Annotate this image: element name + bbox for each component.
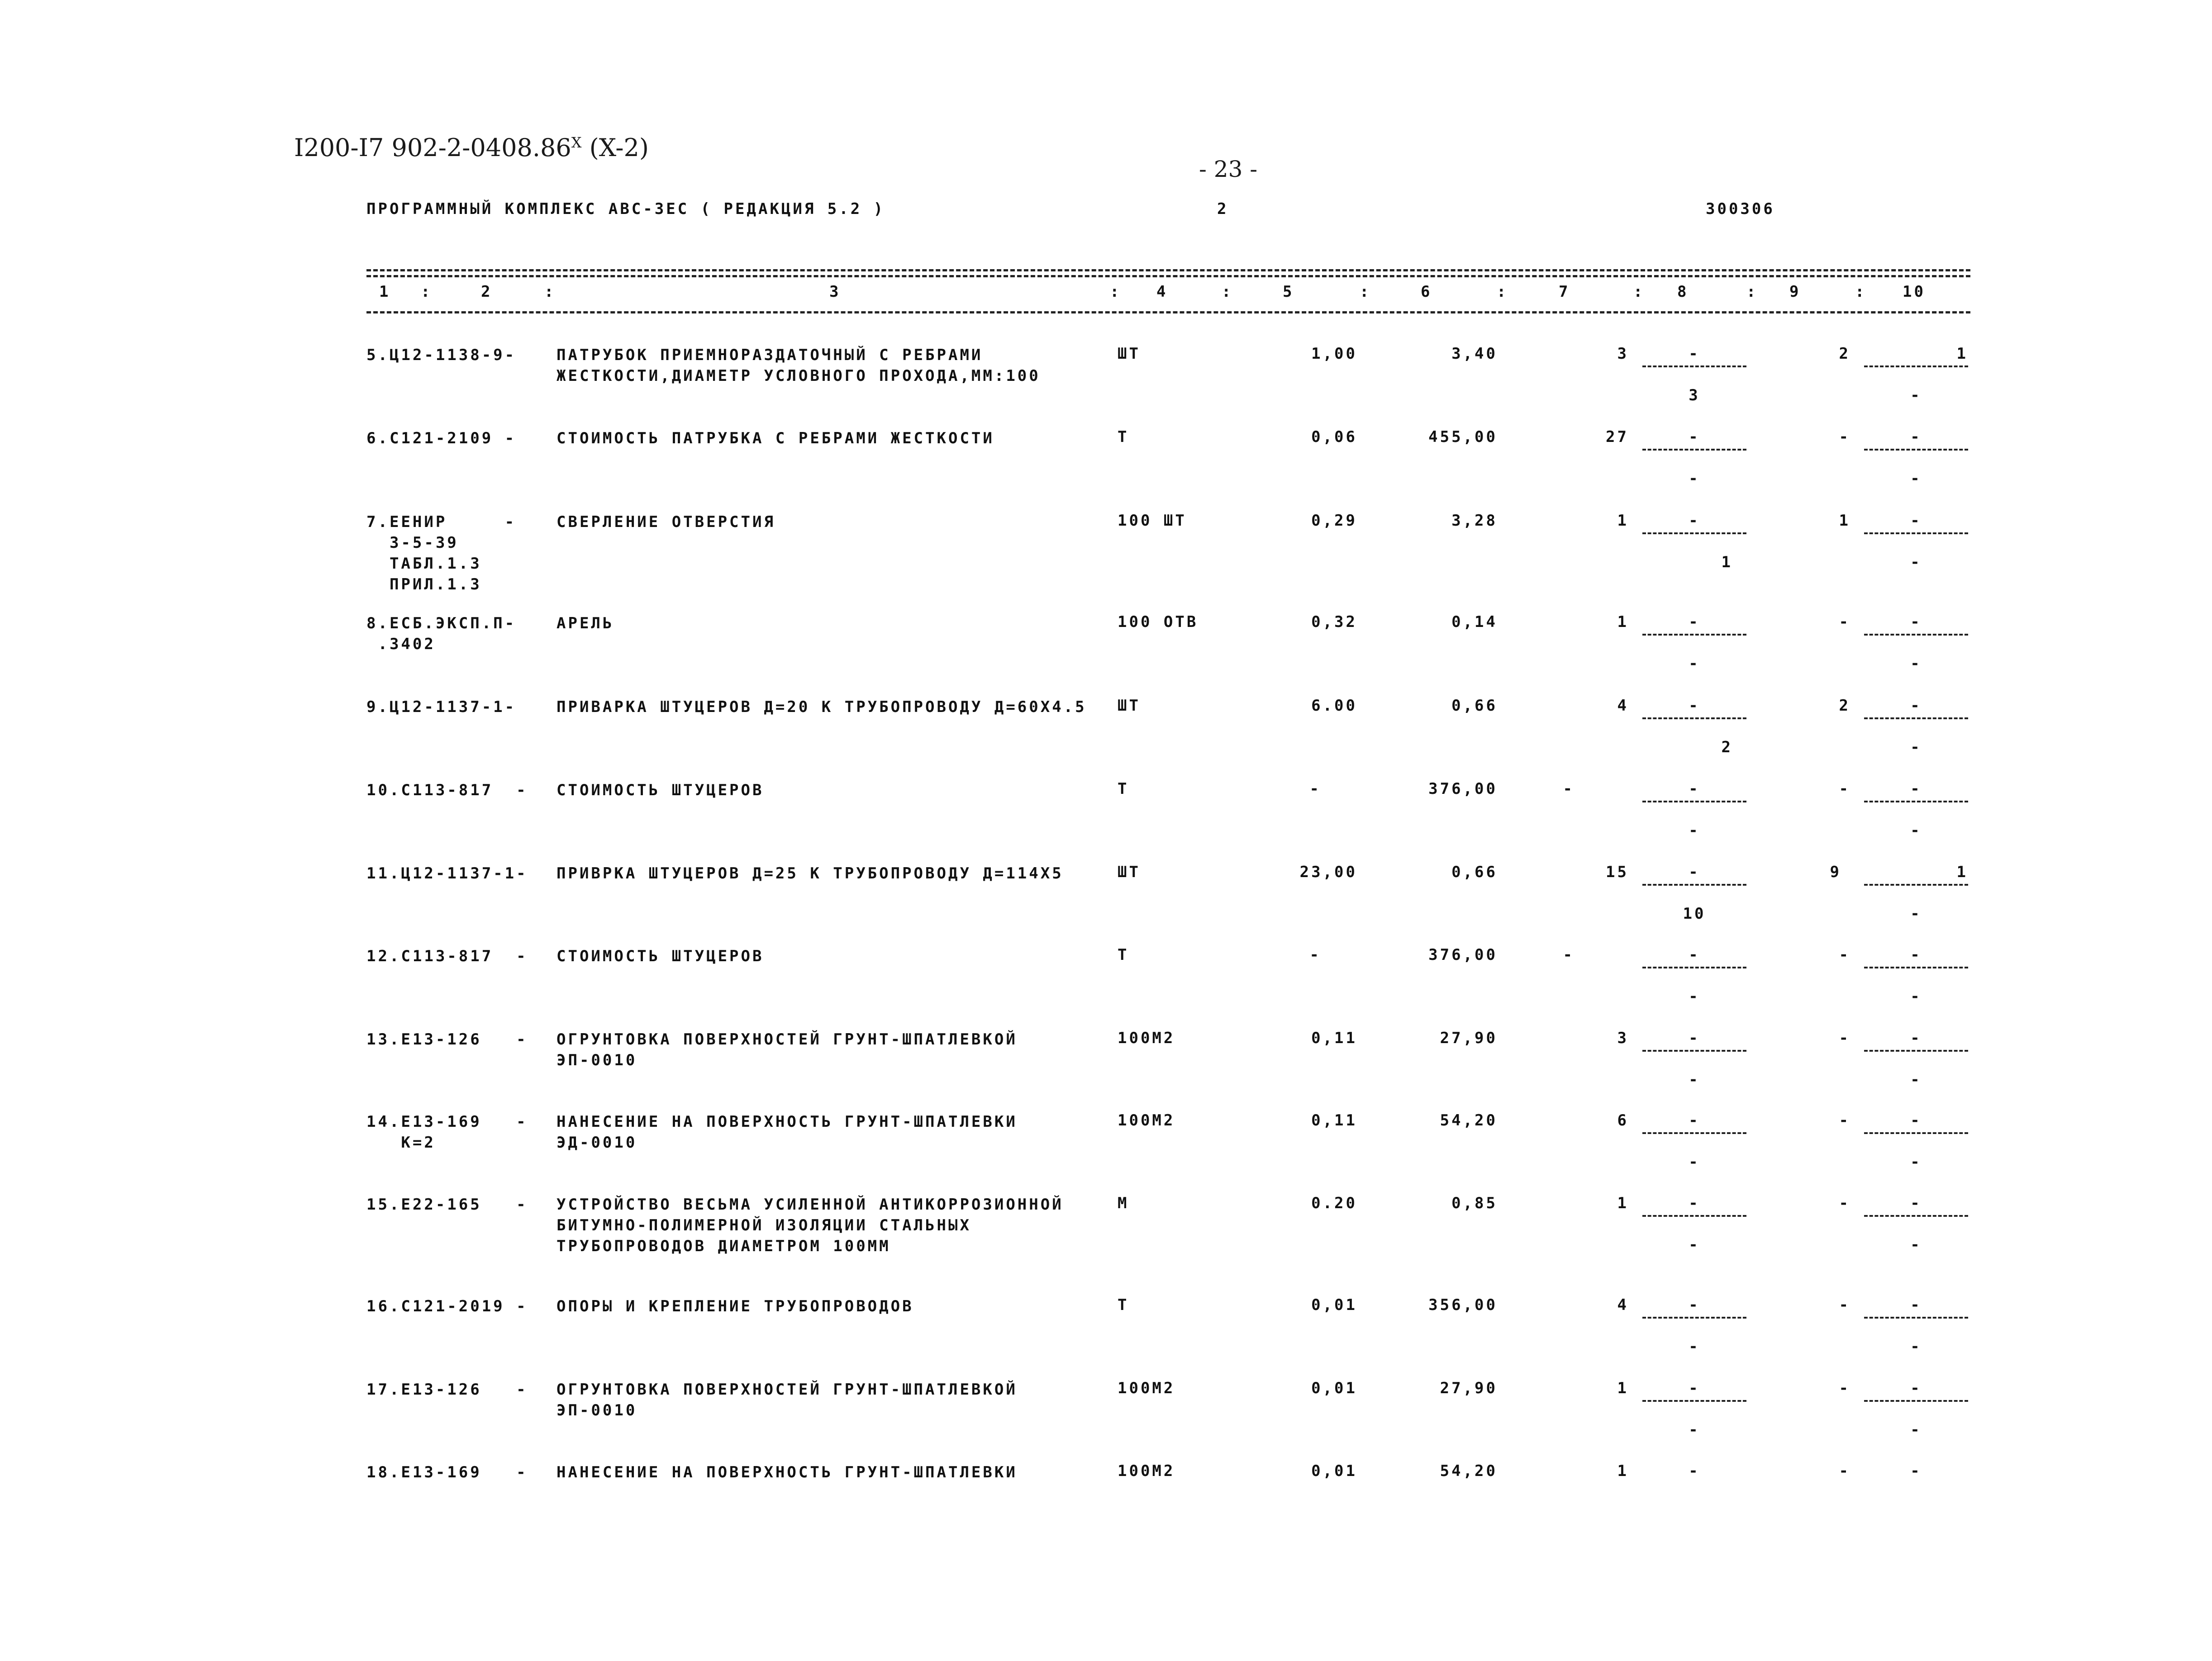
row-quantity: 6.00 [1311, 697, 1357, 715]
row-col8-top: - [1689, 697, 1700, 715]
row-description: ПРИВАРКА ШТУЦЕРОВ Д=20 К ТРУБОПРОВОДУ Д=60Х4.5 [557, 698, 1087, 716]
row-col8-top: - [1689, 946, 1700, 964]
row-col10-top: - [1910, 697, 1922, 715]
row-col9: - [1839, 613, 1850, 631]
row-price: 27,90 [1440, 1379, 1498, 1397]
row-unit: М [1118, 1194, 1129, 1212]
row-col9: - [1839, 1296, 1850, 1314]
row-col7: 1 [1617, 1462, 1629, 1480]
fraction-line [1864, 967, 1968, 968]
row-col8-bottom: - [1689, 987, 1700, 1006]
fraction-line [1864, 532, 1968, 534]
fraction-line [1864, 1317, 1968, 1319]
row-col10-bottom: - [1910, 1153, 1922, 1171]
fraction-line [1642, 801, 1746, 802]
row-col8-bottom: - [1689, 1071, 1700, 1089]
row-col8-bottom: 10 [1683, 905, 1706, 923]
col-2: 2 [481, 283, 493, 301]
row-col10-top: - [1910, 946, 1922, 964]
row-quantity: 0,32 [1311, 613, 1357, 631]
header-rule-top-2 [366, 275, 1970, 277]
row-col9: - [1839, 946, 1850, 964]
row-col8-top: - [1689, 613, 1700, 631]
row-code: 18.Е13-169 - [366, 1463, 528, 1481]
row-price: 0,66 [1451, 863, 1498, 881]
row-price: 376,00 [1428, 946, 1498, 964]
row-col8-bottom: - [1689, 655, 1700, 673]
row-quantity: 23,00 [1299, 863, 1357, 881]
page-number: - 23 - [1199, 156, 1258, 182]
col-sep: : [1497, 283, 1508, 301]
row-unit: ШТ [1118, 863, 1141, 881]
fraction-line [1864, 717, 1968, 719]
row-col9: - [1839, 1379, 1850, 1397]
table-row [0, 512, 2212, 593]
row-code: 16.С121-2019 - [366, 1297, 528, 1315]
row-col8-bottom: 2 [1721, 738, 1733, 756]
row-quantity: 0,06 [1311, 428, 1357, 446]
row-col9: - [1839, 428, 1850, 446]
row-col10-top: 1 [1956, 345, 1968, 363]
row-col7: 4 [1617, 1296, 1629, 1314]
table-row [0, 1194, 2212, 1285]
row-col7: 27 [1606, 428, 1629, 446]
row-description: ОПОРЫ И КРЕПЛЕНИЕ ТРУБОПРОВОДОВ [557, 1297, 914, 1315]
row-quantity: 0,01 [1311, 1462, 1357, 1480]
row-code: 7.ЕЕНИР - 3-5-39 ТАБЛ.1.3 ПРИЛ.1.3 [366, 513, 517, 593]
row-col8-bottom: 3 [1689, 386, 1700, 404]
row-description: НАНЕСЕНИЕ НА ПОВЕРХНОСТЬ ГРУНТ-ШПАТЛЕВКИ [557, 1463, 1018, 1481]
row-quantity: 0,11 [1311, 1029, 1357, 1047]
col-sep: : [1360, 283, 1371, 301]
col-sep: : [544, 283, 556, 301]
row-description: СТОИМОСТЬ ШТУЦЕРОВ [557, 781, 764, 799]
row-unit: Т [1118, 780, 1129, 798]
row-col10-top: - [1910, 613, 1922, 631]
row-price: 455,00 [1428, 428, 1498, 446]
row-col10-top: - [1910, 1379, 1922, 1397]
row-col8-bottom: - [1689, 470, 1700, 488]
fraction-line [1642, 1400, 1746, 1402]
row-col10-bottom: - [1910, 821, 1922, 840]
fraction-line [1642, 967, 1746, 968]
row-col10-bottom: - [1910, 655, 1922, 673]
row-unit: 100М2 [1118, 1462, 1175, 1480]
row-col8-top: - [1689, 1029, 1700, 1047]
row-col9: - [1839, 1029, 1850, 1047]
row-col9: 1 [1839, 512, 1850, 530]
row-quantity: 0,01 [1311, 1379, 1357, 1397]
row-col10-top: - [1910, 1462, 1922, 1480]
row-quantity: 0,29 [1311, 512, 1357, 530]
row-col7: 15 [1606, 863, 1629, 881]
header-rule-top [366, 269, 1970, 271]
document-reference: I200-I7 $902-2-0408.86^X$ (X-2) [294, 133, 649, 162]
row-col10-top: - [1910, 512, 1922, 530]
fraction-line [1864, 1132, 1968, 1134]
fraction-line [1864, 634, 1968, 636]
table-row [0, 697, 2212, 764]
row-code: 17.Е13-126 - [366, 1381, 528, 1399]
fraction-line [1642, 884, 1746, 886]
row-col8-bottom: - [1689, 1338, 1700, 1356]
row-col8-top: - [1689, 1296, 1700, 1314]
table-row [0, 613, 2212, 681]
row-unit: Т [1118, 428, 1129, 446]
col-sep: : [1110, 283, 1122, 301]
fraction-line [1864, 449, 1968, 451]
col-4: 4 [1156, 283, 1168, 301]
table-row [0, 1462, 2212, 1489]
table-row [0, 780, 2212, 848]
fraction-line [1864, 884, 1968, 886]
row-description: УСТРОЙСТВО ВЕСЬМА УСИЛЕННОЙ АНТИКОРРОЗИОННОЙ БИТУМНО-ПОЛИМЕРНОЙ ИЗОЛЯЦИИ СТАЛЬНЫХ ТРУБОПРОВОДОВ ДИАМЕТРОМ 100ММ [557, 1196, 1064, 1255]
col-sep: : [1633, 283, 1645, 301]
col-sep: : [1855, 283, 1867, 301]
row-col7: 4 [1617, 697, 1629, 715]
row-unit: ШТ [1118, 697, 1141, 715]
col-7: 7 [1559, 283, 1570, 301]
row-col9: - [1839, 780, 1850, 798]
row-quantity: 0.20 [1311, 1194, 1357, 1212]
header-rule-bottom [366, 311, 1970, 313]
fraction-line [1642, 1050, 1746, 1052]
fraction-line [1642, 365, 1746, 367]
row-col9: 2 [1839, 697, 1850, 715]
row-col10-bottom: - [1910, 987, 1922, 1006]
row-price: 3,28 [1451, 512, 1498, 530]
fraction-line [1642, 1132, 1746, 1134]
document-code: 300306 [1706, 200, 1775, 218]
row-unit: Т [1118, 1296, 1129, 1314]
row-description: АРЕЛЬ [557, 614, 614, 632]
row-col10-bottom: - [1910, 905, 1922, 923]
row-col7: 1 [1617, 1194, 1629, 1212]
row-col8-top: - [1689, 1194, 1700, 1212]
row-col8-top: - [1689, 1379, 1700, 1397]
row-price: 376,00 [1428, 780, 1498, 798]
row-code: 6.С121-2109 - [366, 429, 517, 447]
row-code: 13.Е13-126 - [366, 1030, 528, 1049]
row-col10-bottom: - [1910, 1421, 1922, 1439]
row-col9: 9 [1830, 863, 1841, 881]
row-code: 5.Ц12-1138-9- [366, 346, 517, 364]
row-description: НАНЕСЕНИЕ НА ПОВЕРХНОСТЬ ГРУНТ-ШПАТЛЕВКИ ЭД-0010 [557, 1113, 1018, 1152]
col-1: 1 [379, 283, 391, 301]
row-col8-top: - [1689, 780, 1700, 798]
row-price: 0,85 [1451, 1194, 1498, 1212]
row-unit: 100 ОТВ [1118, 613, 1199, 631]
row-quantity: 0,11 [1311, 1111, 1357, 1129]
row-quantity: 1,00 [1311, 345, 1357, 363]
row-code: 10.С113-817 - [366, 781, 528, 799]
row-col9: - [1839, 1194, 1850, 1212]
fraction-line [1642, 449, 1746, 451]
col-8: 8 [1677, 283, 1689, 301]
row-unit: 100М2 [1118, 1029, 1175, 1047]
row-col8-top: - [1689, 863, 1700, 881]
col-6: 6 [1421, 283, 1432, 301]
row-col8-top: - [1689, 345, 1700, 363]
fraction-line [1642, 634, 1746, 636]
row-col7: 1 [1617, 613, 1629, 631]
row-price: 356,00 [1428, 1296, 1498, 1314]
row-col10-bottom: - [1910, 553, 1922, 571]
row-col8-bottom: - [1689, 1153, 1700, 1171]
row-col8-bottom: - [1689, 1236, 1700, 1254]
row-col8-top: - [1689, 1111, 1700, 1129]
row-price: 0,66 [1451, 697, 1498, 715]
fraction-line [1864, 1400, 1968, 1402]
row-description: ПРИВРКА ШТУЦЕРОВ Д=25 К ТРУБОПРОВОДУ Д=114Х5 [557, 864, 1064, 883]
row-col7: 1 [1617, 512, 1629, 530]
row-description: СТОИМОСТЬ ПАТРУБКА С РЕБРАМИ ЖЕСТКОСТИ [557, 429, 994, 447]
row-col10-bottom: - [1910, 386, 1922, 404]
row-col9: - [1839, 1462, 1850, 1480]
row-description: ОГРУНТОВКА ПОВЕРХНОСТЕЙ ГРУНТ-ШПАТЛЕВКОЙ ЭП-0010 [557, 1030, 1018, 1069]
row-col7: 3 [1617, 1029, 1629, 1047]
program-title: ПРОГРАММНЫЙ КОМПЛЕКС АВС-ЗЕС ( РЕДАКЦИЯ 5.2 ) [366, 200, 885, 218]
row-quantity: - [1309, 780, 1321, 798]
row-unit: 100М2 [1118, 1379, 1175, 1397]
row-unit: ШТ [1118, 345, 1141, 363]
col-3: 3 [829, 283, 841, 301]
row-col10-bottom: - [1910, 1338, 1922, 1356]
row-col10-top: - [1910, 1194, 1922, 1212]
col-5: 5 [1283, 283, 1294, 301]
row-col10-top: - [1910, 428, 1922, 446]
row-col8-top: - [1689, 428, 1700, 446]
fraction-line [1864, 1215, 1968, 1217]
fraction-line [1864, 801, 1968, 802]
row-code: 11.Ц12-1137-1- [366, 864, 528, 883]
row-col8-bottom: - [1689, 1421, 1700, 1439]
row-code: 8.ЕСБ.ЭКСП.П- .3402 [366, 614, 517, 653]
row-price: 54,20 [1440, 1111, 1498, 1129]
row-col10-top: - [1910, 1029, 1922, 1047]
row-price: 27,90 [1440, 1029, 1498, 1047]
row-col10-top: 1 [1956, 863, 1968, 881]
row-description: ОГРУНТОВКА ПОВЕРХНОСТЕЙ ГРУНТ-ШПАТЛЕВКОЙ ЭП-0010 [557, 1381, 1018, 1419]
fraction-line [1864, 365, 1968, 367]
row-col8-bottom: - [1689, 821, 1700, 840]
row-quantity: - [1309, 946, 1321, 964]
col-9: 9 [1789, 283, 1801, 301]
row-col10-top: - [1910, 780, 1922, 798]
row-description: ПАТРУБОК ПРИЕМНОРАЗДАТОЧНЫЙ С РЕБРАМИ ЖЕСТКОСТИ,ДИАМЕТР УСЛОВНОГО ПРОХОДА,ММ:100 [557, 346, 1041, 385]
row-col10-bottom: - [1910, 470, 1922, 488]
row-col9: - [1839, 1111, 1850, 1129]
row-col8-top: - [1689, 512, 1700, 530]
table-row [0, 1029, 2212, 1097]
row-col7: 3 [1617, 345, 1629, 363]
table-row [0, 1296, 2212, 1364]
row-price: 54,20 [1440, 1462, 1498, 1480]
row-col10-bottom: - [1910, 1236, 1922, 1254]
fraction-line [1864, 1050, 1968, 1052]
row-col8-bottom: 1 [1721, 553, 1733, 571]
row-col7: - [1563, 780, 1575, 798]
row-unit: 100М2 [1118, 1111, 1175, 1129]
table-row [0, 1111, 2212, 1179]
row-description: СТОИМОСТЬ ШТУЦЕРОВ [557, 947, 764, 965]
row-col7: 6 [1617, 1111, 1629, 1129]
fraction-line [1642, 717, 1746, 719]
table-row [0, 1379, 2212, 1447]
table-row [0, 946, 2212, 1014]
row-unit: Т [1118, 946, 1129, 964]
row-col7: 1 [1617, 1379, 1629, 1397]
row-code: 14.Е13-169 - К=2 [366, 1113, 528, 1152]
col-10: 10 [1903, 283, 1926, 301]
row-price: 3,40 [1451, 345, 1498, 363]
row-unit: 100 ШТ [1118, 512, 1187, 530]
row-col7: - [1563, 946, 1575, 964]
sheet-number: 2 [1217, 200, 1229, 218]
row-col10-bottom: - [1910, 738, 1922, 756]
table-row [0, 863, 2212, 931]
row-code: 12.С113-817 - [366, 947, 528, 965]
fraction-line [1642, 532, 1746, 534]
row-description: СВЕРЛЕНИЕ ОТВЕРСТИЯ [557, 513, 775, 531]
fraction-line [1642, 1317, 1746, 1319]
row-col10-top: - [1910, 1296, 1922, 1314]
row-col9: 2 [1839, 345, 1850, 363]
row-code: 15.Е22-165 - [366, 1196, 528, 1214]
col-sep: : [1746, 283, 1758, 301]
row-col10-bottom: - [1910, 1071, 1922, 1089]
row-price: 0,14 [1451, 613, 1498, 631]
row-code: 9.Ц12-1137-1- [366, 698, 517, 716]
table-row [0, 428, 2212, 496]
col-sep: : [1222, 283, 1233, 301]
col-sep: : [421, 283, 433, 301]
fraction-line [1642, 1215, 1746, 1217]
row-quantity: 0,01 [1311, 1296, 1357, 1314]
row-col10-top: - [1910, 1111, 1922, 1129]
row-col8-top: - [1689, 1462, 1700, 1480]
table-row [0, 345, 2212, 413]
